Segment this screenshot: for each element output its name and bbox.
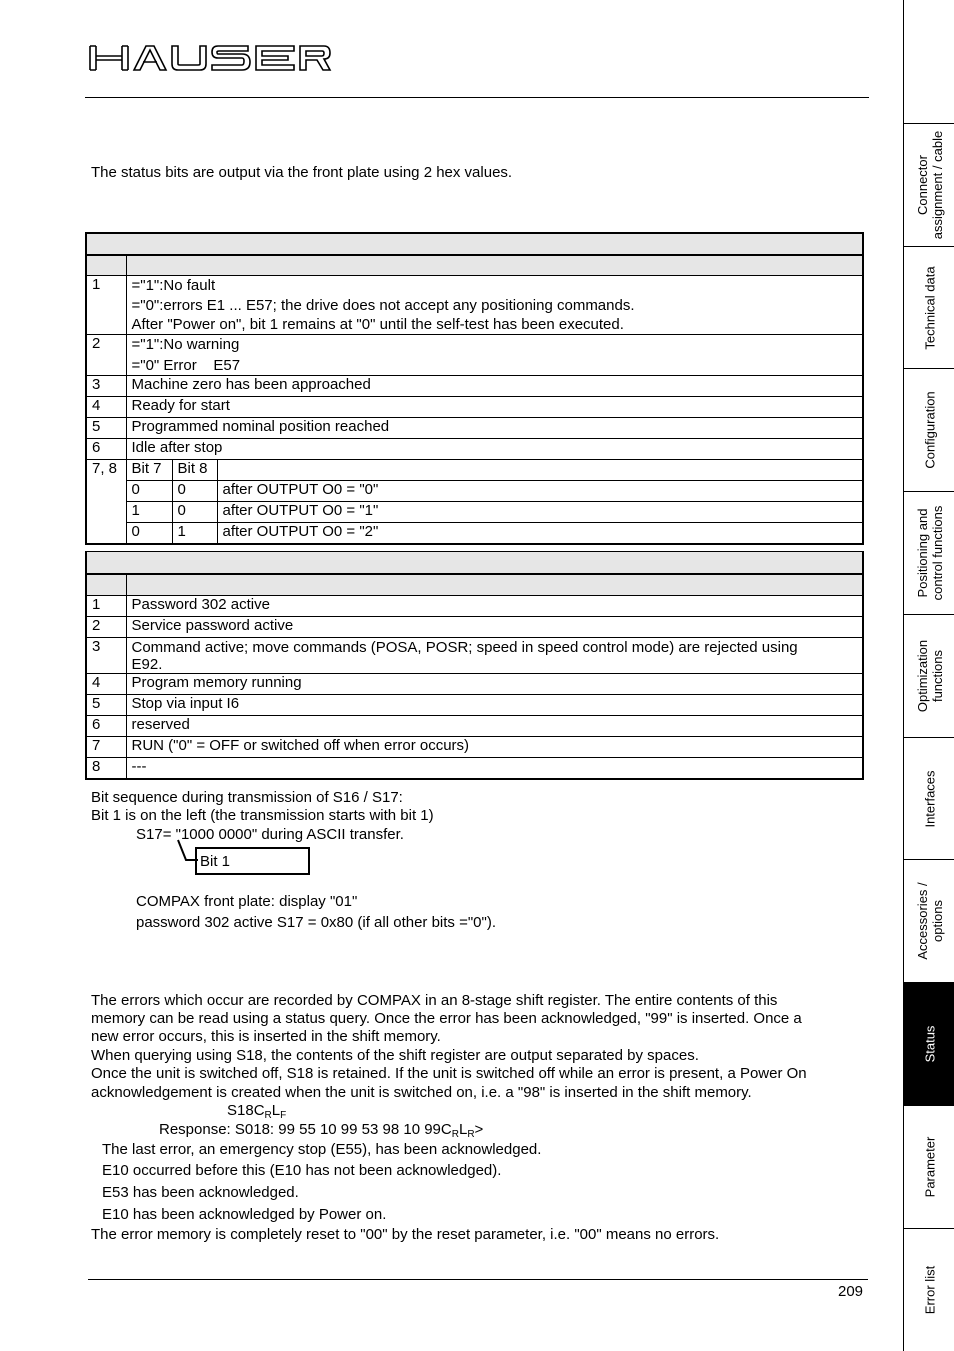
status-table-s16 <box>85 232 864 545</box>
bit-number: 7, 8 <box>86 460 126 544</box>
bit-desc: --- <box>126 758 863 779</box>
bit8-value: 0 <box>172 502 217 523</box>
bit-number: 2 <box>86 335 126 376</box>
page-number: 209 <box>838 1283 864 1300</box>
tab-blank[interactable] <box>904 0 954 124</box>
tab-status[interactable] <box>904 983 954 1106</box>
bit-desc: Idle after stop <box>126 439 863 460</box>
bit8-value: 0 <box>172 481 217 502</box>
errmem-text: When querying using S18, the contents of the shift register are output separated by spaces. <box>91 1047 699 1064</box>
bit-desc: Stop via input I6 <box>126 695 863 716</box>
tab-positioning-control[interactable] <box>904 492 954 615</box>
bit7-value: 0 <box>126 523 172 544</box>
table-row <box>86 737 863 758</box>
table-title-row <box>86 233 863 255</box>
table-header-row <box>86 574 863 596</box>
bitseq-line2: Bit 1 is on the left (the transmission starts with bit 1) <box>91 807 434 824</box>
table-row <box>86 758 863 779</box>
bit-desc-line: E92. <box>131 656 163 673</box>
bit-number: 3 <box>86 638 126 674</box>
bit-desc: Program memory running <box>126 674 863 695</box>
intro-text: The status bits are output via the front plate using 2 hex values. <box>91 164 513 181</box>
sub-header: Bit 8 <box>172 460 217 481</box>
tab-label: Error list <box>922 1265 937 1315</box>
table-row <box>86 276 863 335</box>
table-row <box>86 716 863 737</box>
sub-header: Bit 7 <box>126 460 172 481</box>
bitseq-example: S17= "1000 0000" during ASCII transfer. <box>136 826 404 843</box>
bit-desc: Password 302 active <box>126 596 863 617</box>
bit8-value: 1 <box>172 523 217 544</box>
table-row <box>86 523 863 544</box>
tab-label: Configuration <box>922 391 937 469</box>
footer-rule <box>88 1279 868 1280</box>
table-header-row <box>86 255 863 276</box>
bit-number: 2 <box>86 617 126 638</box>
tab-label: functions <box>929 649 945 703</box>
password-note: password 302 active S17 = 0x80 (if all other bits ="0"). <box>136 914 497 931</box>
tab-connector-assignment[interactable] <box>904 124 954 247</box>
bit-number: 6 <box>86 716 126 737</box>
response-explanation: E10 has been acknowledged by Power on. <box>102 1206 387 1223</box>
table-row <box>86 502 863 523</box>
response-explanation: The last error, an emergency stop (E55), has been acknowledged. <box>102 1141 542 1158</box>
bit7-value: 0 <box>126 481 172 502</box>
bit-number: 5 <box>86 695 126 716</box>
bit-desc-line: ="1":No warning <box>131 336 240 353</box>
table-title-row <box>86 552 863 575</box>
table-row <box>86 695 863 716</box>
reset-note: The error memory is completely reset to "00" by the reset parameter, i.e. "00" means no errors. <box>91 1226 720 1243</box>
bit-desc-line: ="1":No fault <box>131 277 216 294</box>
tab-interfaces[interactable] <box>904 738 954 860</box>
tab-optimization[interactable] <box>904 615 954 738</box>
table-row <box>86 460 863 481</box>
response-explanation: E10 occurred before this (E10 has not been acknowledged). <box>102 1162 502 1179</box>
bit-number: 7 <box>86 737 126 758</box>
bit-desc-line: After "Power on", bit 1 remains at "0" until the self-test has been executed. <box>131 316 624 333</box>
response-explanation: E53 has been acknowledged. <box>102 1184 299 1201</box>
bit-number: 1 <box>86 596 126 617</box>
tab-label: Interfaces <box>922 769 937 828</box>
tab-label: options <box>929 900 945 942</box>
tab-accessories[interactable] <box>904 860 954 983</box>
bit7-value: 1 <box>126 502 172 523</box>
table-row <box>86 335 863 376</box>
tab-label: Connector <box>914 155 930 215</box>
bit-desc: Machine zero has been approached <box>126 376 863 397</box>
tab-label: Optimization <box>914 639 930 713</box>
bit-number: 4 <box>86 397 126 418</box>
bit-desc-line: Command active; move commands (POSA, POSR; speed in speed control mode) are rejected using <box>131 639 798 656</box>
output-desc: after OUTPUT O0 = "1" <box>217 502 863 523</box>
bit-desc: Programmed nominal position reached <box>126 418 863 439</box>
query-response: Response: S018: 99 55 10 99 53 98 10 $99C_RL_R>$ <box>159 1121 484 1140</box>
tab-label: Status <box>922 1025 937 1063</box>
bit-desc: RUN ("0" = OFF or switched off when error occurs) <box>126 737 863 758</box>
table-row <box>86 481 863 502</box>
errmem-text: acknowledgement is created when the unit is switched on, i.e. a "98" is inserted in the shift memory. <box>91 1084 752 1101</box>
tab-label: Technical data <box>922 265 937 350</box>
table-row <box>86 674 863 695</box>
tab-error-list[interactable] <box>904 1229 954 1351</box>
table-row <box>86 596 863 617</box>
status-table-s17 <box>85 551 864 780</box>
errmem-text: The errors which occur are recorded by COMPAX in an 8-stage shift register. The entire contents of this <box>91 992 778 1009</box>
tab-label: assignment / cable <box>929 130 945 240</box>
tab-technical-data[interactable] <box>904 247 954 369</box>
bit-desc: Ready for start <box>126 397 863 418</box>
bit-desc: reserved <box>126 716 863 737</box>
bit-number: 1 <box>86 276 126 335</box>
hauser-logo <box>88 42 332 74</box>
tab-label: Positioning and <box>914 508 930 598</box>
callout-text: Bit 1 <box>200 853 231 870</box>
table-row <box>86 397 863 418</box>
bit-number: 6 <box>86 439 126 460</box>
output-desc: after OUTPUT O0 = "2" <box>217 523 863 544</box>
errmem-text: Once the unit is switched off, S18 is retained. If the unit is switched off while an error is present, a Power On <box>91 1065 807 1082</box>
table-row <box>86 617 863 638</box>
bitseq-line1: Bit sequence during transmission of S16 / S17: <box>91 789 403 806</box>
bit-number: 8 <box>86 758 126 779</box>
query-command: $S18C_RL_F$ <box>227 1102 287 1121</box>
errmem-text: memory can be read using a status query. Once the error has been acknowledged, "99" is inserted. Once a <box>91 1010 802 1027</box>
tab-configuration[interactable] <box>904 369 954 492</box>
table-row <box>86 439 863 460</box>
bit-desc: Service password active <box>126 617 863 638</box>
header-rule <box>85 97 869 98</box>
tab-parameter[interactable] <box>904 1106 954 1229</box>
output-desc: after OUTPUT O0 = "0" <box>217 481 863 502</box>
bit-desc-line: ="0" Error E57 <box>131 357 241 374</box>
errmem-text: new error occurs, this is inserted in the shift memory. <box>91 1028 441 1045</box>
table-row <box>86 376 863 397</box>
bit-number: 4 <box>86 674 126 695</box>
section-tabs <box>903 0 954 1351</box>
tab-label: Parameter <box>922 1136 937 1198</box>
bit-desc-line: ="0":errors E1 ... E57; the drive does not accept any positioning commands. <box>131 297 635 314</box>
tab-label: Accessories / <box>914 882 930 960</box>
table-row <box>86 638 863 674</box>
bit-number: 3 <box>86 376 126 397</box>
bit-number: 5 <box>86 418 126 439</box>
front-plate-note: COMPAX front plate: display "01" <box>136 893 358 910</box>
tab-label: control functions <box>929 505 945 601</box>
table-row <box>86 418 863 439</box>
callout-box <box>195 847 310 875</box>
